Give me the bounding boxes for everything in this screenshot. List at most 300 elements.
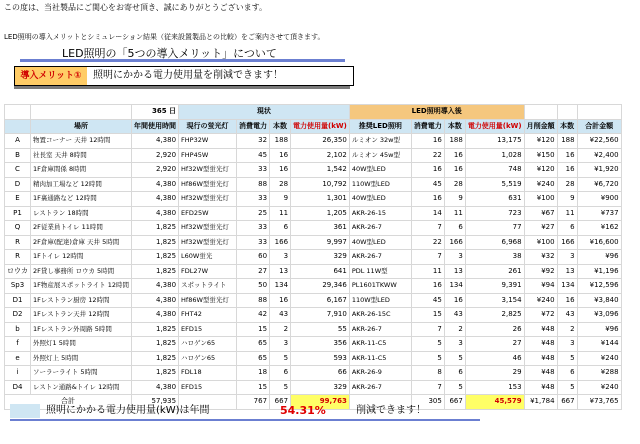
table-cell: 3 (270, 250, 291, 265)
table-cell: 7 (411, 250, 444, 265)
table-cell: Q (5, 221, 31, 236)
table-cell: ハロゲン65 (179, 337, 237, 352)
table-cell: 5 (557, 351, 577, 366)
table-cell: 26,350 (291, 134, 350, 149)
table-cell: 11 (270, 206, 291, 221)
table-cell: FHT42 (179, 308, 237, 323)
table-cell: 5 (411, 351, 444, 366)
table-cell: AKR-26-7 (349, 380, 411, 395)
table-cell: 7 (411, 322, 444, 337)
table-cell: 9 (270, 192, 291, 207)
table-cell: 2F従業員トイレ 11時間 (31, 221, 132, 236)
table-cell: 2,920 (132, 148, 179, 163)
intro-text-1: この度は、当社製品にご関心をお寄せ頂き、誠にありがとうございます。 (4, 3, 268, 12)
led-group-header: LED照明導入後 (349, 105, 524, 120)
table-cell: 1,301 (291, 192, 350, 207)
table-row (5, 337, 622, 352)
table-cell: 1,825 (132, 351, 179, 366)
table-cell: ¥120 (524, 134, 557, 149)
table-cell: 4,380 (132, 206, 179, 221)
table-cell: 1Fレストラン外周路 5時間 (31, 322, 132, 337)
table-row (5, 293, 622, 308)
table-cell: 1,825 (132, 264, 179, 279)
table-cell: 5 (444, 380, 465, 395)
table-cell: レストラン 18時間 (31, 206, 132, 221)
table-cell: 16 (444, 293, 465, 308)
table-cell: 15 (411, 308, 444, 323)
table-cell: 9,997 (291, 235, 350, 250)
table-cell: 1F倉庫間係 8時間 (31, 163, 132, 178)
table-cell: 13 (270, 264, 291, 279)
table-cell: D (5, 177, 31, 192)
table-cell: 55 (291, 322, 350, 337)
table-row (5, 192, 622, 207)
table-cell: 1,825 (132, 250, 179, 265)
table-cell: i (5, 366, 31, 381)
table-cell: ¥240 (524, 293, 557, 308)
table-cell: 1,825 (132, 366, 179, 381)
column-header-row (5, 119, 622, 134)
table-cell: AKR-26-9 (349, 366, 411, 381)
table-cell: 3 (444, 250, 465, 265)
table-cell: L60W蛍光 (179, 250, 237, 265)
table-cell: ソーラーライト 5時間 (31, 366, 132, 381)
table-cell: Hf32W型蛍光灯 (179, 163, 237, 178)
table-cell: 1,542 (291, 163, 350, 178)
table-row (5, 206, 622, 221)
table-cell: ¥94 (524, 279, 557, 294)
merit-box (14, 66, 354, 86)
table-cell: 134 (557, 279, 577, 294)
table-row (5, 250, 622, 265)
table-cell: Sp3 (5, 279, 31, 294)
table-cell: C (5, 163, 31, 178)
table-cell: 188 (444, 134, 465, 149)
table-cell: 2,920 (132, 163, 179, 178)
table-cell: 29 (465, 366, 524, 381)
table-cell: 2F倉庫(配達)倉庫 天井 5時間 (31, 235, 132, 250)
table-cell: 6 (557, 221, 577, 236)
total-cell: 合計 (5, 395, 132, 410)
table-cell: 27 (237, 264, 270, 279)
table-cell: 28 (444, 177, 465, 192)
table-cell: 18 (237, 366, 270, 381)
table-cell: 5 (411, 337, 444, 352)
merit-label: 導入メリット① (15, 67, 87, 85)
header-cell: 合計金額 (577, 119, 621, 134)
table-cell: 3 (444, 337, 465, 352)
table-row (5, 322, 622, 337)
table-cell: 外照灯上 5時間 (31, 351, 132, 366)
table-cell: 16 (557, 163, 577, 178)
header-cell: 月削金額 (524, 119, 557, 134)
table-cell: 4,380 (132, 177, 179, 192)
table-row (5, 264, 622, 279)
table-cell: 5,519 (465, 177, 524, 192)
table-row (5, 235, 622, 250)
table-cell: 9 (444, 192, 465, 207)
table-cell: 60 (237, 250, 270, 265)
header-cell-code (5, 119, 31, 134)
table-cell: ¥1,196 (577, 264, 621, 279)
table-cell: 2 (444, 322, 465, 337)
table-cell: b (5, 322, 31, 337)
table-cell: 2,825 (465, 308, 524, 323)
table-cell: 10,792 (291, 177, 350, 192)
header-cell: 年間使用時間 (132, 119, 179, 134)
table-cell: 50 (237, 279, 270, 294)
days-label: 365 日 (132, 105, 179, 120)
table-cell: 22 (411, 148, 444, 163)
table-cell: 精肉加工場など 12時間 (31, 177, 132, 192)
table-cell: 3 (270, 337, 291, 352)
table-cell: 40W型LED (349, 235, 411, 250)
total-cell: 45,579 (465, 395, 524, 410)
table-cell: 9,391 (465, 279, 524, 294)
table-cell: 16 (411, 163, 444, 178)
table-cell: ¥48 (524, 351, 557, 366)
table-row (5, 148, 622, 163)
table-cell: 1F物産展スポットライト 12時間 (31, 279, 132, 294)
table-cell: ルミオン 45w型 (349, 148, 411, 163)
table-cell: 261 (465, 264, 524, 279)
table-cell: 748 (465, 163, 524, 178)
table-cell: FHP32W (179, 134, 237, 149)
table-cell: 4,380 (132, 134, 179, 149)
table-cell: 110W型LED (349, 177, 411, 192)
table-cell: ¥288 (577, 366, 621, 381)
header-cell: 本数 (444, 119, 465, 134)
table-cell: 4,380 (132, 308, 179, 323)
table-cell: 28 (557, 177, 577, 192)
header-cell: 場所 (31, 119, 132, 134)
table-row (5, 366, 622, 381)
header-cell: 本数 (270, 119, 291, 134)
table-cell: 723 (465, 206, 524, 221)
table-cell: 631 (465, 192, 524, 207)
table-cell: 7 (411, 221, 444, 236)
table-cell: ¥3,840 (577, 293, 621, 308)
table-cell: 5 (270, 351, 291, 366)
table-cell: ルミオン 32w型 (349, 134, 411, 149)
table-cell: e (5, 351, 31, 366)
table-cell: ¥48 (524, 322, 557, 337)
table-cell: f (5, 337, 31, 352)
table-cell: 16 (270, 163, 291, 178)
table-cell: ¥100 (524, 192, 557, 207)
table-cell: 33 (237, 235, 270, 250)
table-cell: ¥737 (577, 206, 621, 221)
table-cell: ¥2,400 (577, 148, 621, 163)
header-cell: 推奨LED照明 (349, 119, 411, 134)
table-cell: 14 (411, 206, 444, 221)
summary-banner (10, 404, 480, 420)
table-cell: EFD25W (179, 206, 237, 221)
header-cell: 消費電力 (237, 119, 270, 134)
table-cell: 物置コーナー 天井 12時間 (31, 134, 132, 149)
table-cell: 29,346 (291, 279, 350, 294)
table-cell: 6,968 (465, 235, 524, 250)
table-cell: 3 (557, 250, 577, 265)
table-cell: 66 (291, 366, 350, 381)
table-cell: Hf32W型蛍光灯 (179, 192, 237, 207)
table-cell: AKR-11-C5 (349, 337, 411, 352)
table-cell: Hf86W型蛍光灯 (179, 293, 237, 308)
table-cell: 16 (411, 279, 444, 294)
table-row (5, 308, 622, 323)
table-cell: Hf32W型蛍光灯 (179, 221, 237, 236)
table-cell: ¥48 (524, 337, 557, 352)
table-cell: R (5, 235, 31, 250)
table-cell: 33 (237, 192, 270, 207)
summary-text: 照明にかかる電力使用量(kW)は年間 (46, 405, 210, 416)
table-cell: 2 (557, 322, 577, 337)
total-cell: 305 (411, 395, 444, 410)
table-cell: 16 (411, 192, 444, 207)
table-cell: ロウカ (5, 264, 31, 279)
table-cell: 1Fレストラン厨房 12時間 (31, 293, 132, 308)
table-cell: 6 (444, 366, 465, 381)
table-cell: ¥240 (524, 177, 557, 192)
table-cell: 1,205 (291, 206, 350, 221)
table-cell: 11 (444, 206, 465, 221)
table-cell: 2F貸し事務所 ロウカ 5時間 (31, 264, 132, 279)
table-cell: ¥3,096 (577, 308, 621, 323)
table-cell: 13,175 (465, 134, 524, 149)
table-cell: AKR-26-15C (349, 308, 411, 323)
header-cell: 電力使用量(kW) (291, 119, 350, 134)
table-cell: 4,380 (132, 380, 179, 395)
summary-accent (10, 404, 40, 418)
table-cell: 16 (270, 148, 291, 163)
table-cell: AKR-26-7 (349, 221, 411, 236)
table-cell: FDL18 (179, 366, 237, 381)
table-cell: 13 (444, 264, 465, 279)
table-cell: 11 (557, 206, 577, 221)
total-cell: 667 (270, 395, 291, 410)
table-cell: EFD15 (179, 380, 237, 395)
table-cell: 361 (291, 221, 350, 236)
table-cell: 3 (557, 337, 577, 352)
table-row (5, 279, 622, 294)
table-cell: ¥96 (577, 250, 621, 265)
table-cell: 88 (237, 177, 270, 192)
table-cell: 1,825 (132, 221, 179, 236)
table-cell: ¥144 (577, 337, 621, 352)
comparison-table (4, 104, 622, 410)
header-cell: 電力使用量(kW) (465, 119, 524, 134)
total-cell: 667 (557, 395, 577, 410)
table-cell: ¥240 (577, 351, 621, 366)
table-cell: PDL 11W型 (349, 264, 411, 279)
table-cell: AKR-11-C5 (349, 351, 411, 366)
intro-text-2: LED照明の導入メリットとシミュレーション結果（従来設置製品との比較）をご案内させて頂きます。 (4, 33, 325, 41)
table-cell: 33 (237, 163, 270, 178)
table-cell: A (5, 134, 31, 149)
table-cell: ¥900 (577, 192, 621, 207)
table-cell: AKR-26-7 (349, 322, 411, 337)
table-cell: 7 (411, 380, 444, 395)
summary-percent: 54.31% (280, 404, 326, 417)
table-cell: 356 (291, 337, 350, 352)
group-header-row (5, 105, 622, 120)
table-cell: 2 (270, 322, 291, 337)
table-cell: 16 (270, 293, 291, 308)
table-cell: 134 (444, 279, 465, 294)
table-cell: ¥120 (524, 163, 557, 178)
table-cell: 65 (237, 337, 270, 352)
table-cell: 134 (270, 279, 291, 294)
table-cell: AKR-26-15 (349, 206, 411, 221)
table-cell: 77 (465, 221, 524, 236)
table-cell: ¥67 (524, 206, 557, 221)
table-cell: 88 (237, 293, 270, 308)
table-cell: ハロゲン65 (179, 351, 237, 366)
table-cell: 26 (465, 322, 524, 337)
table-cell: 27 (465, 337, 524, 352)
table-cell: EFD15 (179, 322, 237, 337)
table-cell: 15 (237, 322, 270, 337)
table-cell: ¥150 (524, 148, 557, 163)
table-cell: ¥92 (524, 264, 557, 279)
table-cell: 1,028 (465, 148, 524, 163)
table-cell: 5 (270, 380, 291, 395)
table-row (5, 221, 622, 236)
header-cell: 現行の蛍光灯 (179, 119, 237, 134)
table-cell: 43 (270, 308, 291, 323)
table-cell: 6 (270, 366, 291, 381)
table-cell: 42 (237, 308, 270, 323)
table-cell: 38 (465, 250, 524, 265)
table-cell: 188 (270, 134, 291, 149)
table-cell: 43 (444, 308, 465, 323)
table-cell: 4,380 (132, 192, 179, 207)
table-cell: 13 (557, 264, 577, 279)
table-cell: ¥12,596 (577, 279, 621, 294)
table-cell: B (5, 148, 31, 163)
table-cell: 28 (270, 177, 291, 192)
table-cell: 6,167 (291, 293, 350, 308)
table-cell: 22 (411, 235, 444, 250)
table-cell: 3,154 (465, 293, 524, 308)
table-cell: 15 (237, 380, 270, 395)
table-cell: 153 (465, 380, 524, 395)
table-cell: PL1601TKWW (349, 279, 411, 294)
total-cell: 57,935 (132, 395, 179, 410)
current-group-header: 現状 (179, 105, 350, 120)
table-cell: スポットライト (179, 279, 237, 294)
table-cell: 16 (411, 134, 444, 149)
table-cell: D2 (5, 308, 31, 323)
table-cell: 4,380 (132, 293, 179, 308)
table-cell: 1F裏通路など 12時間 (31, 192, 132, 207)
table-cell: 外照灯1 5時間 (31, 337, 132, 352)
table-cell: 166 (557, 235, 577, 250)
total-cell: ¥73,765 (577, 395, 621, 410)
table-cell: 16 (444, 163, 465, 178)
table-cell: 593 (291, 351, 350, 366)
table-cell: ¥48 (524, 366, 557, 381)
table-cell: 32 (237, 134, 270, 149)
table-cell: 25 (237, 206, 270, 221)
table-cell: 33 (237, 221, 270, 236)
table-row (5, 134, 622, 149)
table-cell: Hf32W型蛍光灯 (179, 235, 237, 250)
table-cell: R (5, 250, 31, 265)
table-cell: 16 (557, 293, 577, 308)
table-cell: FDL27W (179, 264, 237, 279)
table-cell: 5 (557, 380, 577, 395)
table-cell: ¥162 (577, 221, 621, 236)
table-cell: 1,825 (132, 322, 179, 337)
table-cell: 7,910 (291, 308, 350, 323)
table-cell: レストン通路&トイレ 12時間 (31, 380, 132, 395)
table-cell: 11 (411, 264, 444, 279)
table-cell: D4 (5, 380, 31, 395)
table-cell: ¥6,720 (577, 177, 621, 192)
table-cell: 329 (291, 380, 350, 395)
table-cell: 5 (444, 351, 465, 366)
table-row (5, 351, 622, 366)
total-cell: 667 (444, 395, 465, 410)
table-cell: 45 (411, 177, 444, 192)
table-cell: 社長室 天井 8時間 (31, 148, 132, 163)
table-row (5, 163, 622, 178)
table-cell: D1 (5, 293, 31, 308)
table-cell: 16 (557, 148, 577, 163)
table-cell: ¥22,560 (577, 134, 621, 149)
table-cell: ¥27 (524, 221, 557, 236)
total-cell: 99,763 (291, 395, 350, 410)
table-cell: 45 (237, 148, 270, 163)
table-cell: AKR-26-7 (349, 250, 411, 265)
table-cell: ¥96 (577, 322, 621, 337)
table-cell: P1 (5, 206, 31, 221)
table-cell: 16 (444, 148, 465, 163)
table-cell: 40W型LED (349, 163, 411, 178)
table-cell: 110W型LED (349, 293, 411, 308)
table-cell: 166 (270, 235, 291, 250)
table-row (5, 177, 622, 192)
table-cell: FHP45W (179, 148, 237, 163)
table-cell: 8 (411, 366, 444, 381)
table-cell: ¥16,600 (577, 235, 621, 250)
table-cell: 1,825 (132, 235, 179, 250)
merit-text: 照明にかかる電力使用量を削減できます！ (93, 70, 283, 81)
table-cell: 6 (557, 366, 577, 381)
table-cell: ¥32 (524, 250, 557, 265)
total-cell: 767 (237, 395, 270, 410)
header-cell: 本数 (557, 119, 577, 134)
table-cell: ¥48 (524, 380, 557, 395)
summary-underline (10, 419, 480, 421)
table-cell: 188 (557, 134, 577, 149)
table-cell: 2,102 (291, 148, 350, 163)
table-cell: ¥100 (524, 235, 557, 250)
table-cell: 6 (444, 221, 465, 236)
table-cell: ¥72 (524, 308, 557, 323)
header-cell: 消費電力 (411, 119, 444, 134)
section-title: LED照明の「5つの導入メリット」について (20, 47, 345, 62)
table-cell: Hf86W型蛍光灯 (179, 177, 237, 192)
table-cell: 166 (444, 235, 465, 250)
table-cell: 46 (465, 351, 524, 366)
table-cell: 45 (411, 293, 444, 308)
merit-shadow (14, 86, 350, 89)
table-cell: 1Fトイレ 12時間 (31, 250, 132, 265)
table-cell: E (5, 192, 31, 207)
total-cell: ¥1,784 (524, 395, 557, 410)
